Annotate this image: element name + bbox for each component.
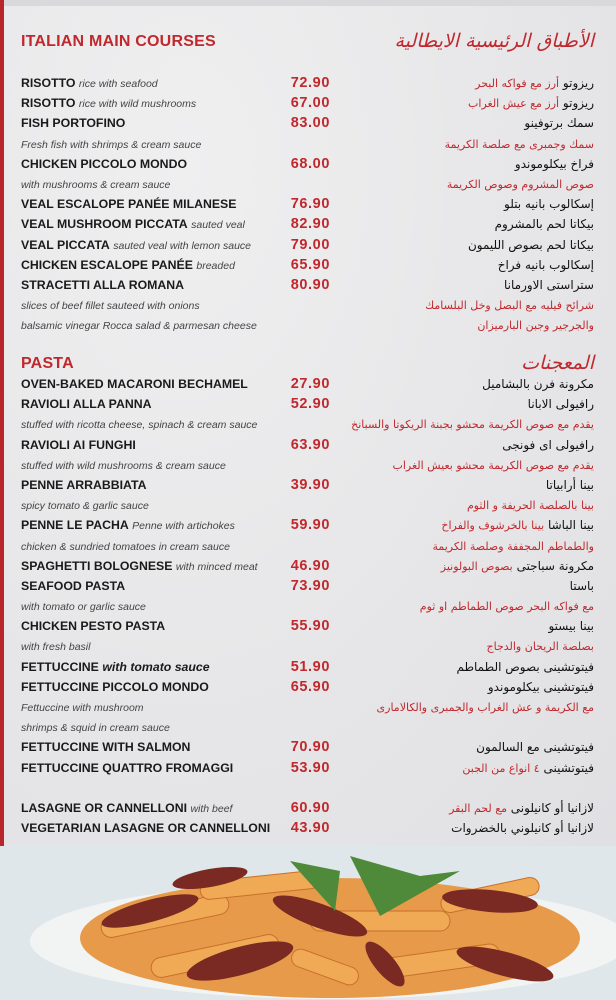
item-arabic: [524, 113, 594, 133]
item-english: [21, 737, 190, 757]
item-description-ar: والجرجير وجبن البارميزان: [477, 319, 594, 333]
item-description-ar: أرز مع فواكه البحر: [475, 77, 560, 90]
item-name-ar: بينا بيستو: [548, 619, 594, 634]
item-name: CHICKEN PICCOLO MONDO: [21, 156, 188, 171]
item-name-italic-wrap: [102, 660, 209, 674]
item-name: FETTUCCINE QUATTRO FROMAGGI: [21, 760, 234, 775]
menu-item-row: [0, 737, 616, 757]
item-description: balsamic vinegar Rocca salad & parmesan cheese: [21, 320, 257, 333]
menu-item-row: [0, 374, 616, 394]
item-english: [21, 455, 226, 476]
menu-item-row: [0, 657, 616, 677]
item-price: 80.90: [290, 276, 330, 293]
item-english: [21, 616, 165, 636]
menu-item-row: [0, 576, 616, 596]
item-english: [21, 414, 257, 435]
item-description: spicy tomato & garlic sauce: [21, 500, 149, 513]
item-description: shrimps & squid in cream sauce: [21, 722, 170, 735]
item-name-ar: فيتوتشينى مع السالمون: [476, 740, 594, 755]
menu-item-row: [0, 275, 616, 295]
item-name: RISOTTO: [21, 96, 76, 111]
section-title-pasta-ar: المعجنات: [521, 352, 594, 374]
menu-item-row: [0, 515, 616, 535]
item-english: [21, 174, 170, 195]
item-arabic: [467, 495, 594, 516]
item-english: [21, 636, 90, 657]
item-name: SEAFOOD PASTA: [21, 578, 126, 593]
item-name: FETTUCCINE: [21, 659, 99, 674]
item-name: FETTUCCINE WITH SALMON: [21, 740, 191, 755]
menu-item-row: [0, 455, 616, 475]
section-title-main-courses: ITALIAN MAIN COURSES: [21, 33, 216, 50]
menu-item-row: [0, 414, 616, 434]
section-title-pasta: PASTA: [21, 355, 74, 372]
menu-item-row: [0, 235, 616, 255]
item-description-ar: يقدم مع صوص الكريمة محشو بجبنة الريكوتا والسبانخ: [351, 418, 594, 432]
menu-item-row: [0, 495, 616, 515]
item-name-ar: مكرونة سباجتى: [516, 558, 594, 573]
item-arabic: [451, 818, 594, 838]
item-name-ar: بيكاتا لحم بصوص الليمون: [467, 237, 594, 252]
item-english: [21, 255, 235, 276]
menu-item-row: [0, 255, 616, 275]
item-arabic: [504, 275, 594, 295]
item-english: [21, 394, 151, 414]
item-description: with fresh basil: [21, 641, 91, 654]
item-english: [21, 596, 146, 617]
item-arabic: [468, 93, 594, 114]
item-english: [21, 134, 201, 155]
item-price: 53.90: [290, 759, 330, 776]
menu-item-row: [0, 93, 616, 113]
item-name-ar: مكرونة فرن بالبشاميل: [482, 377, 594, 391]
item-name-ar: ستراستى الاورمانا: [504, 277, 594, 292]
item-english: [21, 515, 235, 536]
item-english: [21, 576, 125, 596]
menu-item-row: [0, 295, 616, 315]
item-price: 72.90: [290, 75, 330, 91]
item-name: VEAL PICCATA: [21, 237, 110, 252]
menu-item-row: [0, 778, 616, 798]
item-name: VEAL ESCALOPE PANÉE MILANESE: [21, 197, 237, 212]
menu-item-row: [0, 596, 616, 616]
item-name-ar: بيكاتا لحم بالمشروم: [494, 217, 594, 232]
item-description-ar: مع لحم البقر: [449, 801, 507, 815]
item-price: 65.90: [290, 678, 330, 695]
item-description: Fresh fish with shrimps & cream sauce: [21, 138, 202, 151]
menu-item-row: [0, 475, 616, 495]
main-courses-list: [0, 73, 616, 335]
item-price: 76.90: [290, 196, 330, 213]
item-description: slices of beef fillet sauteed with onions: [21, 300, 200, 313]
item-price: 65.90: [290, 256, 330, 273]
item-price: 51.90: [290, 658, 330, 675]
item-description-ar: بينا بالخرشوف والفراخ: [441, 519, 545, 533]
item-arabic: [477, 315, 594, 336]
item-arabic: [498, 255, 594, 275]
item-english: [21, 113, 125, 133]
menu-item-row: [0, 113, 616, 133]
menu-item-row: [0, 154, 616, 174]
item-name: SPAGHETTI BOLOGNESE: [21, 558, 173, 573]
item-description: Penne with artichokes: [132, 520, 235, 533]
item-price: 43.90: [290, 820, 330, 837]
item-arabic: [546, 475, 594, 495]
item-name: FETTUCCINE PICCOLO MONDO: [21, 679, 209, 694]
item-description: stuffed with wild mushrooms & cream sauce: [21, 459, 226, 472]
menu-item-row: [0, 394, 616, 414]
item-arabic: [420, 596, 594, 617]
item-name-ar: رافيولى الابانا: [527, 397, 594, 412]
item-english: [21, 374, 248, 394]
item-english: [21, 657, 210, 677]
item-name-ar: بينا الباشا: [547, 518, 594, 533]
item-description: stuffed with ricotta cheese, spinach & cream sauce: [21, 419, 258, 432]
item-english: [21, 194, 236, 214]
item-name: VEAL MUSHROOM PICCATA: [21, 217, 188, 232]
menu-item-row: [0, 315, 616, 335]
item-arabic: [488, 677, 594, 697]
item-description-ar: شرائح فيليه مع البصل وخل البلسامك: [425, 299, 594, 313]
item-name: CHICKEN ESCALOPE PANÉE: [21, 257, 193, 272]
item-name-ar: إسكالوب بانيه بتلو: [504, 197, 594, 212]
item-price: 82.90: [290, 216, 330, 233]
item-description-ar: بينا بالصلصة الحريفة و الثوم: [466, 499, 594, 513]
item-price: 55.90: [290, 618, 330, 635]
item-name-ar: ريزوتو: [562, 76, 594, 90]
item-english: [21, 495, 149, 516]
item-name: RAVIOLI AI FUNGHI: [21, 437, 136, 452]
item-description: sauted veal: [191, 219, 245, 232]
item-arabic: [468, 235, 594, 255]
item-name-ar: ريزوتو: [562, 96, 594, 111]
item-name: FISH PORTOFINO: [21, 116, 126, 131]
item-description: with beef: [190, 802, 233, 815]
item-description-ar: يقدم مع صوص الكريمة محشو بعيش الغراب: [392, 458, 594, 472]
item-price: 46.90: [290, 557, 330, 574]
item-price: 39.90: [290, 476, 330, 493]
pasta-dish-photo: [0, 846, 616, 1000]
item-arabic: [445, 134, 594, 155]
item-arabic: [502, 435, 594, 455]
item-description: with mushrooms & cream sauce: [21, 178, 171, 191]
item-description: with tomato or garlic sauce: [21, 601, 146, 614]
item-name: OVEN-BAKED MACARONI BECHAMEL: [21, 377, 248, 391]
item-arabic: [515, 154, 594, 174]
item-name: RISOTTO: [21, 76, 76, 90]
item-description: sauted veal with lemon sauce: [113, 239, 251, 252]
item-arabic: [425, 295, 594, 316]
menu-item-row: [0, 73, 616, 93]
item-arabic: [548, 616, 594, 636]
item-name-ar: فيتوتشينى: [543, 760, 594, 775]
menu-item-row: [0, 536, 616, 556]
item-name-ar: فراخ بيكلوموندو: [514, 156, 594, 171]
top-edge: [0, 0, 616, 6]
item-english: [21, 73, 158, 94]
item-english: [21, 154, 187, 174]
item-description: breaded: [196, 259, 235, 272]
item-english: [21, 697, 144, 718]
menu-item-row: [0, 677, 616, 697]
item-price: 67.00: [290, 95, 330, 112]
item-description: chicken & sundried tomatoes in cream sauce: [21, 540, 230, 553]
item-name: PENNE LE PACHA: [21, 518, 129, 533]
item-description: with minced meat: [175, 560, 258, 573]
item-description-ar: والطماطم المجففة وصلصة الكريمة: [432, 539, 594, 553]
item-name-ar: فيتوتشينى بصوص الطماطم: [456, 659, 594, 674]
item-arabic: [447, 174, 594, 195]
item-price: 79.00: [290, 236, 330, 253]
item-description-ar: أرز مع عيش الغراب: [468, 97, 560, 111]
item-arabic: [495, 214, 594, 234]
item-name: VEGETARIAN LASAGNE OR CANNELLONI: [21, 821, 271, 836]
item-description-ar: بصلصة الريحان والدجاج: [486, 640, 594, 654]
section-title-main-courses-ar: الأطباق الرئيسية الايطالية: [394, 30, 594, 52]
item-price: 70.90: [290, 739, 330, 756]
menu-item-row: [0, 798, 616, 818]
item-arabic: [476, 737, 594, 757]
item-arabic: [456, 657, 594, 677]
item-name-ar: لازانيا أو كانيلوني بالخضروات: [451, 821, 594, 836]
item-description-ar: سمك وجمبرى مع صلصة الكريمة: [444, 137, 594, 151]
menu-item-row: [0, 556, 616, 576]
item-price: 73.90: [290, 577, 330, 594]
item-name: STRACETTI ALLA ROMANA: [21, 277, 185, 292]
item-name: RAVIOLI ALLA PANNA: [21, 397, 152, 412]
item-price: 63.90: [290, 436, 330, 453]
item-english: [21, 818, 270, 838]
item-english: [21, 275, 184, 295]
item-arabic: [475, 73, 594, 94]
item-arabic: [570, 576, 594, 596]
item-arabic: [441, 515, 594, 536]
item-name-italic: with tomato sauce: [102, 659, 210, 674]
item-description: Fettuccine with mushroom: [21, 702, 144, 714]
item-description: rice with wild mushrooms: [78, 98, 197, 111]
item-english: [21, 235, 251, 256]
item-price: 60.90: [290, 799, 330, 816]
item-name-ar: رافيولى اى فونجى: [502, 437, 594, 452]
menu-item-row: [0, 194, 616, 214]
menu-item-row: [0, 758, 616, 778]
item-arabic: [351, 414, 594, 435]
item-english: [21, 295, 200, 316]
item-english: [21, 758, 233, 778]
item-price: 83.00: [290, 115, 330, 132]
item-english: [21, 556, 258, 577]
menu-item-row: [0, 697, 616, 717]
menu-item-row: [0, 636, 616, 656]
item-name-ar: سمك برتوفينو: [524, 116, 594, 131]
item-english: [21, 315, 257, 336]
item-name-ar: إسكالوب بانيه فراخ: [497, 257, 594, 272]
item-description-ar: مع فواكه البحر صوص الطماطم او ثوم: [419, 600, 594, 614]
item-english: [21, 93, 196, 114]
menu-item-row: [0, 717, 616, 737]
item-arabic: [504, 194, 594, 214]
item-description-ar: ٤ انواع من الجبن: [462, 761, 540, 775]
item-arabic: [432, 536, 594, 557]
menu-item-row: [0, 435, 616, 455]
menu-item-row: [0, 134, 616, 154]
item-price: 59.90: [290, 517, 330, 534]
item-english: [21, 536, 230, 557]
item-price: 68.00: [290, 155, 330, 172]
item-english: [21, 214, 245, 235]
item-arabic: [449, 798, 594, 819]
item-price: 52.90: [290, 396, 330, 413]
item-name: PENNE ARRABBIATA: [21, 477, 147, 492]
item-arabic: [392, 455, 594, 476]
penne-plate-illustration: [0, 846, 616, 1000]
item-description-ar: مع الكريمة و عش الغراب والجمبرى والكالامارى: [376, 701, 594, 714]
item-description: rice with seafood: [78, 78, 158, 90]
item-arabic: [377, 697, 594, 718]
item-price: 27.90: [290, 376, 330, 392]
pasta-list: [0, 374, 616, 838]
menu-item-row: [0, 174, 616, 194]
item-description-ar: صوص المشروم وصوص الكريمة: [446, 177, 594, 191]
item-arabic: [528, 394, 594, 414]
item-english: [21, 677, 209, 697]
item-name: CHICKEN PESTO PASTA: [21, 619, 166, 634]
item-name-ar: باستا: [569, 578, 594, 593]
item-arabic: [441, 556, 594, 577]
item-english: [21, 435, 136, 455]
item-arabic: [487, 636, 595, 657]
menu-item-row: [0, 818, 616, 838]
item-name-ar: لازانيا أو كانيلونى: [510, 800, 594, 815]
item-arabic: [482, 374, 594, 394]
item-name: LASAGNE OR CANNELLONI: [21, 800, 188, 815]
item-name-ar: بينا أرابياتا: [545, 477, 594, 492]
item-description-ar: بصوص البولونيز: [440, 559, 513, 573]
item-name-ar: فيتوتشينى بيكلوموندو: [487, 679, 594, 694]
item-arabic: [462, 758, 594, 779]
item-english: [21, 717, 170, 738]
menu-item-row: [0, 214, 616, 234]
item-english: [21, 475, 146, 495]
item-english: [21, 798, 232, 819]
menu-item-row: [0, 616, 616, 636]
